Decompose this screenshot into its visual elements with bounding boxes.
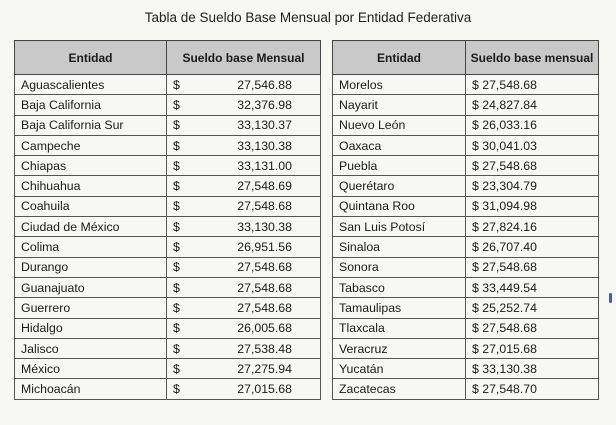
- document-title: Tabla de Sueldo Base Mensual por Entidad Federativa: [144, 10, 472, 25]
- entidad-cell: Tamaulipas: [333, 298, 466, 318]
- sueldo-cell: $ 26,707.40: [466, 237, 599, 257]
- table-row: [15, 257, 321, 277]
- sueldo-value: 33,130.37: [237, 118, 292, 133]
- table-row: [333, 237, 599, 257]
- currency-symbol: $: [173, 321, 180, 336]
- sueldo-cell: $ 27,824.16: [466, 217, 599, 237]
- currency-symbol: $: [173, 300, 180, 315]
- sueldo-value: 27,548.69: [237, 179, 292, 194]
- entidad-cell: Ciudad de México: [15, 217, 167, 237]
- table-row: [15, 75, 321, 95]
- sueldo-cell: $ 25,252.74: [466, 298, 599, 318]
- sueldo-cell: $ 24,827.84: [466, 95, 599, 115]
- sueldo-cell: [167, 298, 321, 318]
- table-header-row: [15, 41, 321, 75]
- sueldo-value: 27,546.88: [237, 77, 292, 92]
- sueldo-cell: [167, 318, 321, 338]
- sueldo-cell: $ 27,548.68: [466, 75, 599, 95]
- entidad-cell: Hidalgo: [15, 318, 167, 338]
- header-entidad: Entidad: [15, 41, 167, 75]
- table-row: [15, 217, 321, 237]
- table-row: [333, 359, 599, 379]
- currency-symbol: $: [173, 77, 180, 92]
- entidad-cell: Guanajuato: [15, 277, 167, 297]
- table-row: [15, 359, 321, 379]
- sueldo-value: 27,548.68: [237, 199, 292, 214]
- sueldo-cell: [167, 217, 321, 237]
- entidad-cell: Querétaro: [333, 176, 466, 196]
- sueldo-value: 33,130.38: [237, 138, 292, 153]
- sueldo-value: 26,005.68: [237, 321, 292, 336]
- currency-symbol: $: [173, 158, 180, 173]
- entidad-cell: Tabasco: [333, 277, 466, 297]
- sueldo-cell: [167, 277, 321, 297]
- sueldo-cell: [167, 379, 321, 399]
- table-row: [15, 379, 321, 399]
- table-row: [333, 277, 599, 297]
- table-row: [15, 196, 321, 216]
- table-row: [333, 338, 599, 358]
- sueldo-value: 27,548.68: [237, 280, 292, 295]
- entidad-cell: San Luis Potosí: [333, 217, 466, 237]
- salary-table-left: [14, 40, 321, 400]
- entidad-cell: Guerrero: [15, 298, 167, 318]
- sueldo-value: 27,538.48: [237, 341, 292, 356]
- sueldo-cell: $ 27,015.68: [466, 338, 599, 358]
- table-row: [333, 318, 599, 338]
- table-row: [333, 135, 599, 155]
- sueldo-cell: $ 33,449.54: [466, 277, 599, 297]
- table-row: [333, 115, 599, 135]
- sueldo-cell: $ 27,548.68: [466, 156, 599, 176]
- sueldo-cell: [167, 196, 321, 216]
- salary-table-right: [332, 40, 599, 400]
- table-row: [15, 156, 321, 176]
- sueldo-value: 27,275.94: [237, 361, 292, 376]
- table-row: [15, 176, 321, 196]
- sueldo-cell: [167, 237, 321, 257]
- entidad-cell: Veracruz: [333, 338, 466, 358]
- sueldo-value: 27,548.68: [237, 260, 292, 275]
- entidad-cell: México: [15, 359, 167, 379]
- table-row: [333, 257, 599, 277]
- entidad-cell: Tlaxcala: [333, 318, 466, 338]
- table-row: [333, 379, 599, 399]
- table-row: [15, 237, 321, 257]
- table-row: [333, 298, 599, 318]
- entidad-cell: Sonora: [333, 257, 466, 277]
- table-row: [333, 217, 599, 237]
- table-row: [15, 298, 321, 318]
- sueldo-cell: $ 23,304.79: [466, 176, 599, 196]
- entidad-cell: Chihuahua: [15, 176, 167, 196]
- table-row: [15, 135, 321, 155]
- table-row: [15, 115, 321, 135]
- sueldo-cell: [167, 176, 321, 196]
- table-row: [15, 338, 321, 358]
- table-row: [333, 75, 599, 95]
- entidad-cell: Baja California: [15, 95, 167, 115]
- entidad-cell: Aguascalientes: [15, 75, 167, 95]
- sueldo-cell: [167, 115, 321, 135]
- header-sueldo: Sueldo base mensual: [466, 41, 599, 75]
- currency-symbol: $: [173, 280, 180, 295]
- sueldo-cell: $ 27,548.70: [466, 379, 599, 399]
- entidad-cell: Puebla: [333, 156, 466, 176]
- entidad-cell: Zacatecas: [333, 379, 466, 399]
- table-row: [333, 196, 599, 216]
- currency-symbol: $: [173, 97, 180, 112]
- sueldo-cell: $ 30,041.03: [466, 135, 599, 155]
- currency-symbol: $: [173, 341, 180, 356]
- sueldo-cell: $ 27,548.68: [466, 318, 599, 338]
- sueldo-cell: $ 31,094.98: [466, 196, 599, 216]
- table-row: [333, 156, 599, 176]
- sueldo-cell: $ 33,130.38: [466, 359, 599, 379]
- currency-symbol: $: [173, 219, 180, 234]
- entidad-cell: Michoacán: [15, 379, 167, 399]
- entidad-cell: Yucatán: [333, 359, 466, 379]
- header-entidad: Entidad: [333, 41, 466, 75]
- currency-symbol: $: [173, 240, 180, 255]
- sueldo-value: 27,548.68: [237, 300, 292, 315]
- entidad-cell: Baja California Sur: [15, 115, 167, 135]
- entidad-cell: Nayarit: [333, 95, 466, 115]
- currency-symbol: $: [173, 260, 180, 275]
- currency-symbol: $: [173, 118, 180, 133]
- margin-mark: [609, 293, 612, 303]
- sueldo-cell: $ 27,548.68: [466, 257, 599, 277]
- entidad-cell: Quintana Roo: [333, 196, 466, 216]
- table-row: [333, 176, 599, 196]
- table-row: [333, 95, 599, 115]
- header-sueldo: Sueldo base Mensual: [167, 41, 321, 75]
- entidad-cell: Jalisco: [15, 338, 167, 358]
- table-row: [15, 277, 321, 297]
- sueldo-value: 32,376.98: [237, 97, 292, 112]
- table-header-row: [333, 41, 599, 75]
- sueldo-cell: [167, 95, 321, 115]
- sueldo-cell: [167, 257, 321, 277]
- entidad-cell: Campeche: [15, 135, 167, 155]
- entidad-cell: Sinaloa: [333, 237, 466, 257]
- sueldo-cell: [167, 338, 321, 358]
- entidad-cell: Chiapas: [15, 156, 167, 176]
- entidad-cell: Morelos: [333, 75, 466, 95]
- sueldo-value: 33,130.38: [237, 219, 292, 234]
- sueldo-cell: [167, 359, 321, 379]
- sueldo-value: 33,131.00: [237, 158, 292, 173]
- entidad-cell: Durango: [15, 257, 167, 277]
- entidad-cell: Oaxaca: [333, 135, 466, 155]
- sueldo-cell: [167, 156, 321, 176]
- table-row: [15, 95, 321, 115]
- sueldo-value: 27,015.68: [237, 382, 292, 397]
- currency-symbol: $: [173, 199, 180, 214]
- sueldo-cell: $ 26,033.16: [466, 115, 599, 135]
- currency-symbol: $: [173, 179, 180, 194]
- sueldo-cell: [167, 75, 321, 95]
- currency-symbol: $: [173, 382, 180, 397]
- entidad-cell: Coahuila: [15, 196, 167, 216]
- table-row: [15, 318, 321, 338]
- currency-symbol: $: [173, 138, 180, 153]
- sueldo-value: 26,951.56: [237, 240, 292, 255]
- sueldo-cell: [167, 135, 321, 155]
- currency-symbol: $: [173, 361, 180, 376]
- entidad-cell: Nuevo León: [333, 115, 466, 135]
- entidad-cell: Colima: [15, 237, 167, 257]
